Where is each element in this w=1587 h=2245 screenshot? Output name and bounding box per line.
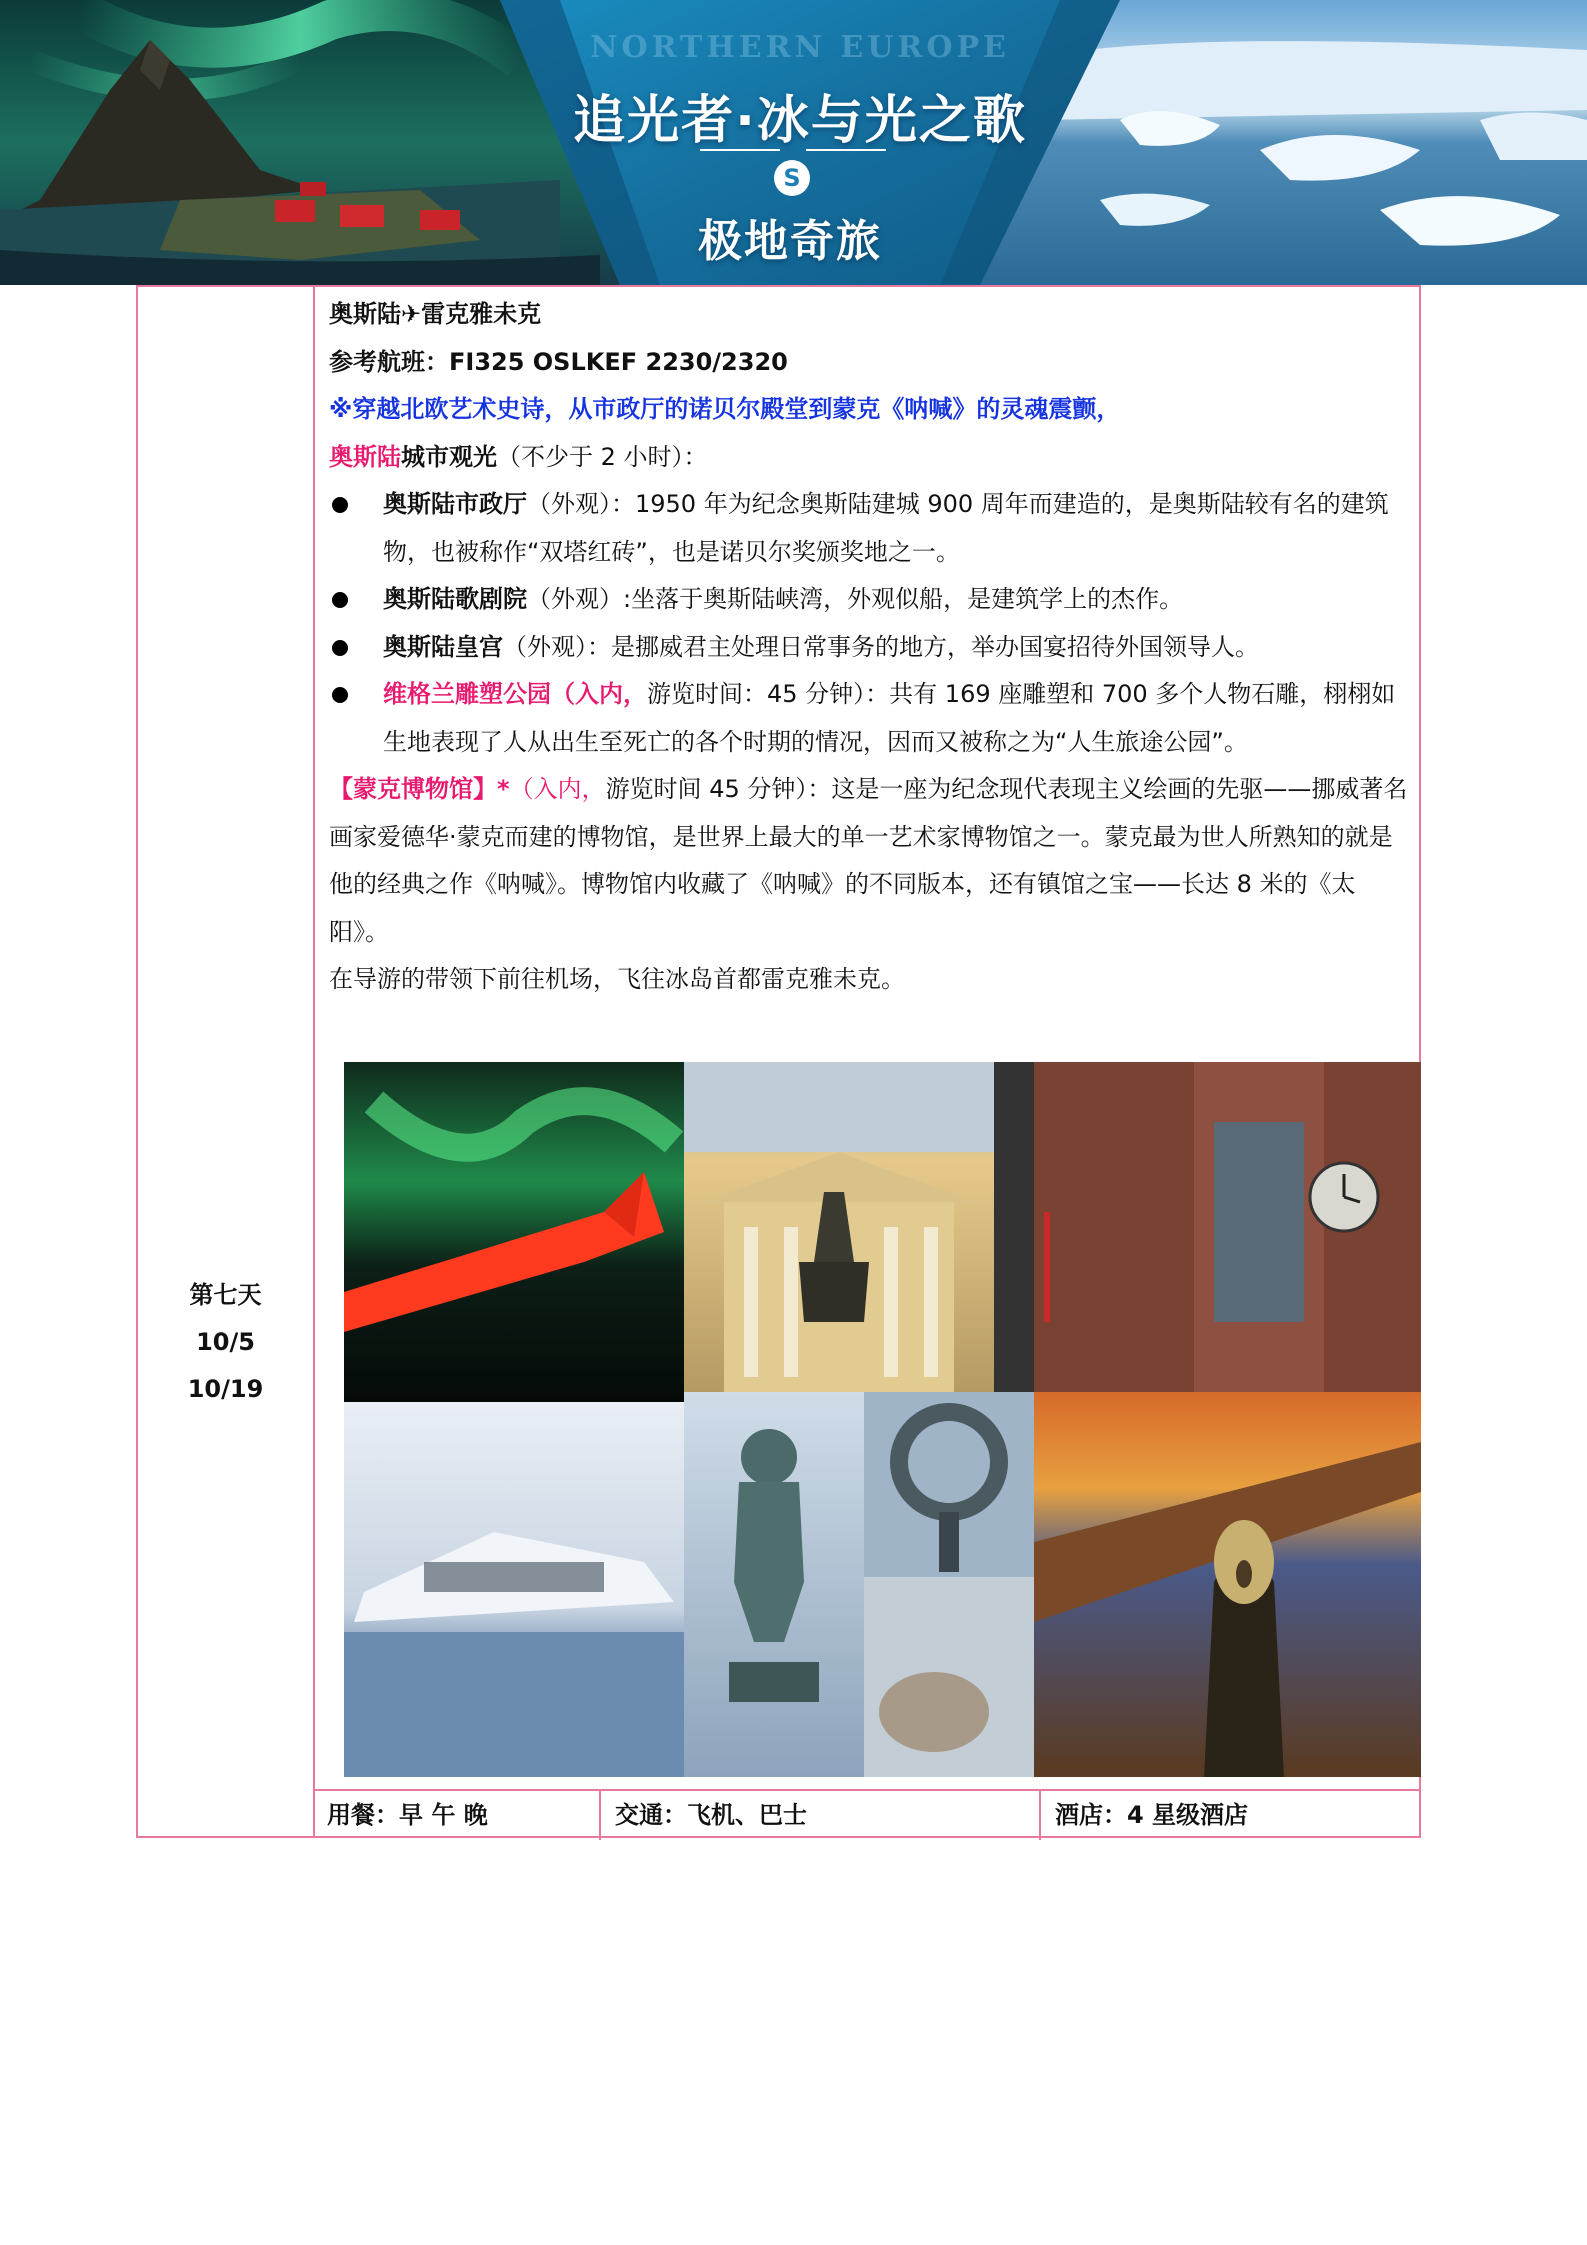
s-logo-icon: S bbox=[774, 160, 810, 196]
itinerary-table bbox=[136, 285, 1421, 1838]
banner-brand: 极地奇旅 bbox=[698, 216, 882, 267]
collage-image bbox=[344, 1062, 1421, 1777]
day-content bbox=[329, 291, 1409, 1004]
day-column bbox=[138, 1272, 313, 1413]
sight-name: 维格兰雕塑公园 bbox=[383, 680, 551, 708]
museum-desc: 游览时间 45 分钟）：这是一座为纪念现代表现主义绘画的先驱——挪威著名画家爱德华·蒙克而建的博物馆，是世界上最大的单一艺术家博物馆之一。蒙克最为世人所熟知的就是他的经典之作《呐喊》。博物馆内收藏了《呐喊》的不同版本，还有镇馆之宝——长达 8 米的《太阳》。 bbox=[329, 775, 1408, 946]
entry-note: （入内， bbox=[551, 680, 647, 708]
sight-name: 奥斯陆皇宫 bbox=[383, 632, 503, 661]
sight-list bbox=[329, 481, 1409, 766]
footer-row bbox=[313, 1789, 1421, 1840]
highlight-text: ※穿越北欧艺术史诗，从市政厅的诺贝尔殿堂到蒙克《呐喊》的灵魂震颤， bbox=[329, 395, 1121, 423]
museum-entry: （入内， bbox=[509, 775, 606, 803]
sight-desc: （外观）：是挪威君主处理日常事务的地方，举办国宴招待外国领导人。 bbox=[503, 632, 1259, 661]
museum-name: 【蒙克博物馆】* bbox=[329, 775, 510, 803]
banner-title: 追光者·冰与光之歌 bbox=[573, 91, 1027, 151]
sight-name: 奥斯陆市政厅 bbox=[383, 490, 527, 518]
sight-desc: （外观）：1950 年为纪念奥斯陆建城 900 周年而建造的，是奥斯陆较有名的建筑物，也被称作“双塔红砖”，也是诺贝尔奖颁奖地之一。 bbox=[383, 490, 1389, 566]
bullet-icon bbox=[332, 687, 348, 703]
bullet-icon bbox=[332, 592, 348, 608]
museum-paragraph bbox=[329, 766, 1409, 956]
column-divider bbox=[313, 287, 315, 1838]
transfer-text: 在导游的带领下前往机场，飞往冰岛首都雷克雅未克。 bbox=[329, 965, 905, 993]
list-item bbox=[329, 576, 1409, 624]
hotel-cell: 酒店：4 星级酒店 bbox=[1055, 1801, 1249, 1829]
transport-cell: 交通：飞机、巴士 bbox=[615, 1801, 807, 1829]
flight-info: 参考航班：FI325 OSLKEF 2230/2320 bbox=[329, 347, 788, 376]
bullet-icon bbox=[332, 640, 348, 656]
list-item bbox=[329, 624, 1409, 672]
day-label: 第七天 bbox=[189, 1281, 262, 1309]
city-tour-label: 城市观光 bbox=[401, 442, 497, 471]
banner-subtitle: NORTHERN EUROPE bbox=[590, 30, 1010, 65]
header-banner bbox=[0, 0, 1587, 285]
sight-name: 奥斯陆歌剧院 bbox=[383, 585, 527, 613]
photo-collage bbox=[344, 1062, 1421, 1777]
day-date: 10/5 bbox=[196, 1328, 255, 1356]
meals-cell: 用餐：早 午 晚 bbox=[327, 1801, 488, 1829]
city-name: 奥斯陆 bbox=[329, 442, 401, 471]
list-item bbox=[329, 481, 1409, 576]
route-title: 奥斯陆✈雷克雅未克 bbox=[329, 300, 542, 328]
city-tour-line bbox=[329, 434, 1409, 482]
sight-desc: 游览时间：45 分钟）：共有 169 座雕塑和 700 多个人物石雕，栩栩如生地表现了人从出生至死亡的各个时期的情况，因而又被称之为“人生旅途公园”。 bbox=[383, 680, 1396, 756]
city-tour-note: （不少于 2 小时）： bbox=[497, 442, 708, 471]
list-item bbox=[329, 671, 1409, 766]
sight-desc: （外观）:坐落于奥斯陆峡湾，外观似船，是建筑学上的杰作。 bbox=[527, 585, 1184, 613]
bullet-icon bbox=[332, 497, 348, 513]
day-date: 10/19 bbox=[187, 1375, 264, 1403]
